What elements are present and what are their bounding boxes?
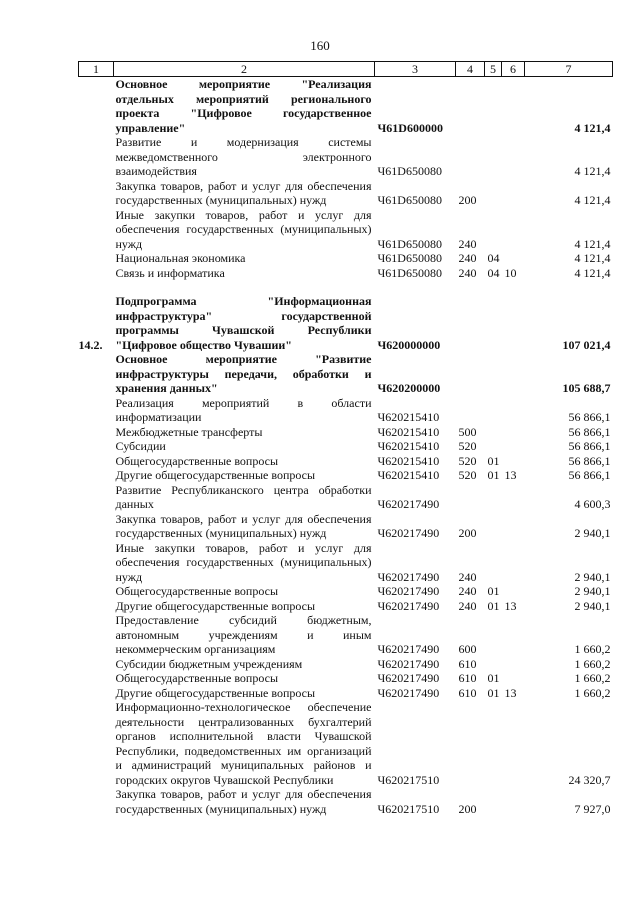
subsection-code <box>502 135 525 179</box>
target-code: Ч620215410 <box>377 410 440 424</box>
row-number <box>79 700 114 787</box>
row-number <box>79 584 114 599</box>
row-number <box>79 135 114 179</box>
target-code: Ч61D650080 <box>377 236 442 251</box>
table-row <box>79 266 613 281</box>
row-number <box>79 179 114 208</box>
row-number <box>79 77 114 136</box>
budget-table <box>78 61 613 816</box>
amount: 4 121,4 <box>574 265 611 280</box>
table-row <box>79 686 613 701</box>
amount: 1 660,2 <box>574 656 611 671</box>
row-number <box>79 483 114 512</box>
expense-type <box>456 483 485 512</box>
column-header-3: 3 <box>375 62 456 77</box>
subsection-code <box>502 700 525 787</box>
target-code: Ч620217490 <box>377 584 440 598</box>
expense-type: 240 <box>458 265 477 280</box>
table-row <box>79 396 613 425</box>
target-code: Ч620217510 <box>377 772 440 787</box>
target-code: Ч620217490 <box>377 526 440 540</box>
target-code: Ч61D650080 <box>377 164 442 178</box>
section-code: 01 <box>487 468 500 482</box>
subsection-code <box>502 584 525 599</box>
amount: 56 866,1 <box>568 453 611 468</box>
item-name: Связь и информатика <box>115 265 225 280</box>
target-code: Ч620217490 <box>377 656 440 671</box>
expense-type: 240 <box>458 236 477 251</box>
table-row <box>79 179 613 208</box>
target-code: Ч620217490 <box>377 598 440 613</box>
expense-type: 500 <box>458 424 477 439</box>
section-code <box>485 700 502 787</box>
item-name: Другие общегосударственные вопросы <box>115 685 316 700</box>
amount: 56 866,1 <box>568 468 611 482</box>
subsection-code: 13 <box>504 685 517 700</box>
section-code <box>485 396 502 425</box>
target-code: Ч620215410 <box>377 468 440 482</box>
amount: 4 600,3 <box>574 497 611 511</box>
expense-type: 200 <box>458 526 477 540</box>
row-number <box>79 251 114 266</box>
expense-type: 240 <box>458 251 477 265</box>
spacer-row <box>79 280 613 294</box>
subsection-code <box>502 179 525 208</box>
table-row <box>79 483 613 512</box>
amount: 7 927,0 <box>574 801 611 816</box>
row-number <box>79 439 114 454</box>
expense-type <box>456 135 485 179</box>
item-name: Реализация мероприятий в области информатизации <box>115 395 372 424</box>
page-number: 160 <box>310 38 330 53</box>
section-code: 04 <box>487 251 500 265</box>
item-name: Иные закупки товаров, работ и услуг для обеспечения государственных (муниципальных) нужд <box>115 207 372 251</box>
section-code: 04 <box>487 265 500 280</box>
target-code: Ч620215410 <box>377 439 440 453</box>
subsection-code <box>502 352 525 396</box>
target-code: Ч620217510 <box>377 801 440 816</box>
section-code <box>485 77 502 136</box>
item-name: Другие общегосударственные вопросы <box>115 468 316 482</box>
item-name: Подпрограмма "Информационная инфраструктура" государственной программы Чувашской Республики "Цифровое общество Чувашии" <box>115 294 372 352</box>
section-code <box>485 439 502 454</box>
amount: 4 121,4 <box>574 236 611 251</box>
target-code: Ч61D650080 <box>377 193 442 207</box>
item-name: Иные закупки товаров, работ и услуг для обеспечения государственных (муниципальных) нужд <box>115 540 372 584</box>
row-number <box>79 512 114 541</box>
expense-type: 240 <box>458 584 477 598</box>
item-name: Межбюджетные трансферты <box>115 424 263 439</box>
item-name: Предоставление субсидий бюджетным, автономным учреждениям и иным некоммерческим организациям <box>115 613 372 656</box>
row-number <box>79 686 114 701</box>
amount: 105 688,7 <box>562 381 611 395</box>
expense-type: 520 <box>458 439 477 453</box>
table-row <box>79 613 613 657</box>
item-name: Общегосударственные вопросы <box>115 584 279 598</box>
target-code: Ч620217490 <box>377 497 440 511</box>
table-row <box>79 671 613 686</box>
expense-type: 520 <box>458 468 477 482</box>
table-row <box>79 541 613 585</box>
table-row <box>79 294 613 352</box>
row-number <box>79 787 114 816</box>
section-code <box>485 425 502 440</box>
amount: 1 660,2 <box>574 685 611 700</box>
row-number <box>79 671 114 686</box>
row-number <box>79 266 114 281</box>
item-name: Национальная экономика <box>115 251 246 265</box>
expense-type: 240 <box>458 598 477 613</box>
amount: 4 121,4 <box>574 251 611 265</box>
expense-type: 200 <box>458 193 477 207</box>
table-row <box>79 251 613 266</box>
expense-type: 600 <box>458 642 477 656</box>
expense-type: 520 <box>458 453 477 468</box>
column-header-6: 6 <box>502 62 525 77</box>
target-code: Ч61D650080 <box>377 265 442 280</box>
target-code: Ч620217490 <box>377 685 440 700</box>
expense-type: 200 <box>458 801 477 816</box>
column-header-1: 1 <box>79 62 114 77</box>
table-row <box>79 135 613 179</box>
table-row <box>79 425 613 440</box>
table-row <box>79 512 613 541</box>
section-code <box>485 483 502 512</box>
row-number <box>79 425 114 440</box>
subsection-code <box>502 396 525 425</box>
item-name: Информационно-технологическое обеспечение деятельности централизованных бухгалтерий органов исполнительной власти Чувашской Республики, подведомственных им организаций и администраций муниципальных районов и городских округов Чувашской Республики <box>115 700 372 787</box>
section-code <box>485 294 502 352</box>
table-row <box>79 352 613 396</box>
row-number <box>79 454 114 469</box>
item-name: Основное мероприятие "Развитие инфраструктуры передачи, обработки и хранения данных" <box>115 352 372 395</box>
amount: 1 660,2 <box>574 671 611 685</box>
target-code: Ч61D650080 <box>377 251 442 265</box>
target-code: Ч620215410 <box>377 424 440 439</box>
expense-type <box>456 352 485 396</box>
amount: 2 940,1 <box>574 584 611 598</box>
row-number <box>79 613 114 657</box>
section-code: 01 <box>487 671 500 685</box>
row-number <box>79 352 114 396</box>
section-code: 01 <box>487 584 500 598</box>
section-code <box>485 179 502 208</box>
row-number <box>79 599 114 614</box>
row-number <box>79 396 114 425</box>
amount: 24 320,7 <box>568 772 611 787</box>
table-body <box>79 77 613 817</box>
column-header-2: 2 <box>114 62 375 77</box>
subsection-code <box>502 483 525 512</box>
amount: 56 866,1 <box>568 439 611 453</box>
column-header-5: 5 <box>485 62 502 77</box>
item-name: Закупка товаров, работ и услуг для обеспечения государственных (муниципальных) нужд <box>115 787 372 816</box>
subsection-code <box>502 425 525 440</box>
subsection-code: 10 <box>504 265 517 280</box>
header-row <box>79 62 613 77</box>
amount: 56 866,1 <box>568 424 611 439</box>
target-code: Ч61D600000 <box>377 120 443 135</box>
table-row <box>79 599 613 614</box>
column-header-7: 7 <box>525 62 613 77</box>
table-row <box>79 208 613 252</box>
table-row <box>79 77 613 136</box>
section-code <box>485 208 502 252</box>
item-name: Субсидии <box>115 439 166 453</box>
row-number <box>79 468 114 483</box>
table-row <box>79 584 613 599</box>
target-code: Ч620217490 <box>377 569 440 584</box>
subsection-code: 13 <box>504 468 517 482</box>
amount: 4 121,4 <box>574 120 611 135</box>
target-code: Ч620217490 <box>377 671 440 685</box>
expense-type <box>456 77 485 136</box>
item-name: Развитие и модернизация системы межведомственного электронного взаимодействия <box>115 135 372 178</box>
item-name: Основное мероприятие "Реализация отдельных мероприятий регионального проекта "Цифровое государственное управление" <box>115 77 372 135</box>
expense-type <box>456 700 485 787</box>
table-row <box>79 657 613 672</box>
section-code <box>485 787 502 816</box>
subsection-code <box>502 77 525 136</box>
subsection-code: 13 <box>504 598 517 613</box>
target-code: Ч620200000 <box>377 381 441 395</box>
row-number: 14.2. <box>78 337 103 352</box>
amount: 1 660,2 <box>574 642 611 656</box>
item-name: Закупка товаров, работ и услуг для обеспечения государственных (муниципальных) нужд <box>115 511 372 540</box>
section-code <box>485 657 502 672</box>
section-code: 01 <box>487 685 500 700</box>
expense-type: 240 <box>458 569 477 584</box>
subsection-code <box>502 208 525 252</box>
item-name: Другие общегосударственные вопросы <box>115 598 316 613</box>
subsection-code <box>502 671 525 686</box>
table-row <box>79 468 613 483</box>
subsection-code <box>502 613 525 657</box>
item-name: Развитие Республиканского центра обработки данных <box>115 482 372 511</box>
table-row <box>79 439 613 454</box>
item-name: Субсидии бюджетным учреждениям <box>115 656 303 671</box>
section-code: 01 <box>487 453 500 468</box>
subsection-code <box>502 251 525 266</box>
target-code: Ч620217490 <box>377 642 440 656</box>
row-number <box>79 541 114 585</box>
expense-type: 610 <box>458 656 477 671</box>
section-code <box>485 541 502 585</box>
subsection-code <box>502 657 525 672</box>
table-row <box>79 454 613 469</box>
amount: 56 866,1 <box>568 410 611 424</box>
amount: 2 940,1 <box>574 569 611 584</box>
expense-type <box>456 396 485 425</box>
subsection-code <box>502 512 525 541</box>
expense-type: 610 <box>458 685 477 700</box>
amount: 4 121,4 <box>574 164 611 178</box>
column-header-4: 4 <box>456 62 485 77</box>
subsection-code <box>502 787 525 816</box>
table-row <box>79 787 613 816</box>
row-number <box>79 208 114 252</box>
target-code: Ч620215410 <box>377 453 440 468</box>
expense-type <box>456 294 485 352</box>
section-code: 01 <box>487 598 500 613</box>
subsection-code <box>502 454 525 469</box>
subsection-code <box>502 541 525 585</box>
section-code <box>485 352 502 396</box>
spacer-cell <box>79 280 613 294</box>
subsection-code <box>502 294 525 352</box>
item-name: Общегосударственные вопросы <box>115 453 279 468</box>
section-code <box>485 512 502 541</box>
item-name: Закупка товаров, работ и услуг для обеспечения государственных (муниципальных) нужд <box>115 178 372 207</box>
expense-type: 610 <box>458 671 477 685</box>
table-header <box>79 62 613 77</box>
target-code: Ч620000000 <box>377 337 441 352</box>
row-number <box>79 657 114 672</box>
table-row <box>79 700 613 787</box>
amount: 107 021,4 <box>562 337 611 352</box>
item-name: Общегосударственные вопросы <box>115 671 279 685</box>
section-code <box>485 135 502 179</box>
amount: 2 940,1 <box>574 526 611 540</box>
section-code <box>485 613 502 657</box>
amount: 4 121,4 <box>574 193 611 207</box>
amount: 2 940,1 <box>574 598 611 613</box>
subsection-code <box>502 439 525 454</box>
